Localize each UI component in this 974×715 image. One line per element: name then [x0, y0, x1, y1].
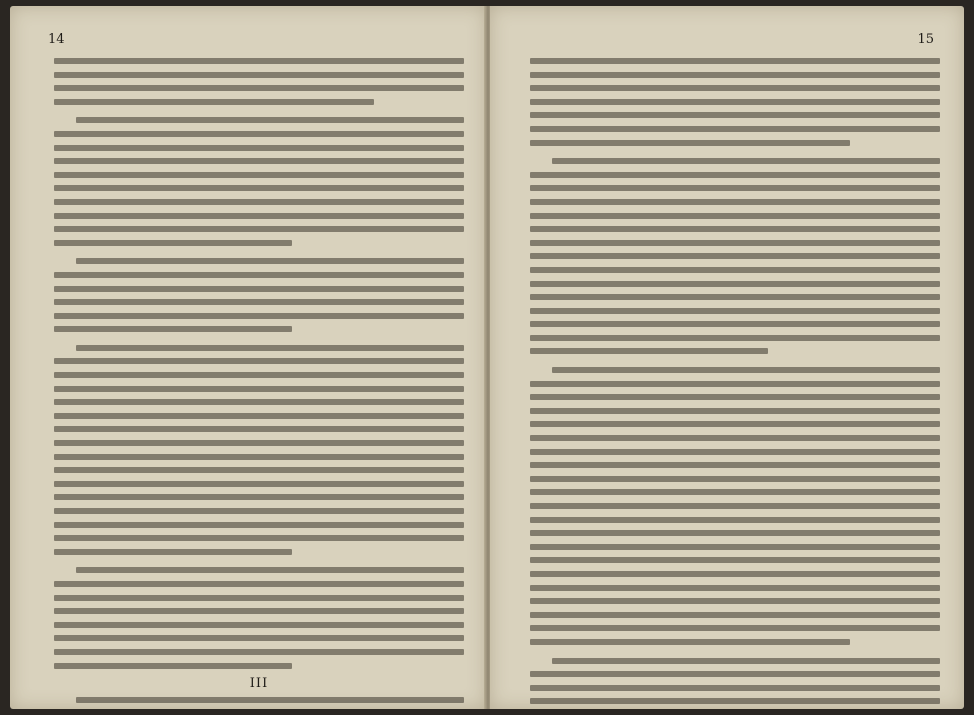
text-line: [54, 172, 464, 178]
text-line: [54, 535, 464, 541]
text-line: [530, 489, 940, 495]
text-line: [54, 635, 464, 641]
text-line: [54, 663, 292, 669]
text-line: [54, 358, 464, 364]
left-page: [10, 6, 486, 709]
text-line: [54, 622, 464, 628]
text-line: [54, 386, 464, 392]
text-line: [54, 272, 464, 278]
text-line: [54, 99, 374, 105]
text-line: [54, 85, 464, 91]
text-line: [54, 595, 464, 601]
text-line: [530, 503, 940, 509]
text-line: [530, 449, 940, 455]
left-page-text: [54, 58, 464, 709]
text-line: [530, 321, 940, 327]
text-line: [552, 658, 940, 664]
text-line: [54, 199, 464, 205]
text-line: [530, 335, 940, 341]
text-line: [530, 267, 940, 273]
text-line: [530, 685, 940, 691]
text-line: [54, 608, 464, 614]
text-line: [530, 281, 940, 287]
text-line: [54, 131, 464, 137]
text-line: [530, 598, 940, 604]
text-line: [530, 408, 940, 414]
text-line: [54, 508, 464, 514]
text-line: [54, 481, 464, 487]
text-line: [54, 185, 464, 191]
text-line: [530, 435, 940, 441]
text-line: [530, 112, 940, 118]
text-line: [54, 454, 464, 460]
text-line: [530, 671, 940, 677]
text-line: [76, 117, 464, 123]
text-line: [530, 571, 940, 577]
text-line: [54, 213, 464, 219]
text-line: [530, 348, 768, 354]
text-line: [530, 381, 940, 387]
text-line: [530, 99, 940, 105]
text-line: [530, 530, 940, 536]
text-line: [54, 549, 292, 555]
text-line: [76, 567, 464, 573]
page-number-right: 15: [917, 32, 934, 47]
text-line: [76, 345, 464, 351]
text-line: [54, 240, 292, 246]
text-line: [54, 158, 464, 164]
text-line: [54, 372, 464, 378]
text-line: [530, 185, 940, 191]
text-line: [552, 367, 940, 373]
text-line: [530, 639, 850, 645]
text-line: [530, 199, 940, 205]
text-line: [530, 294, 940, 300]
text-line: [530, 126, 940, 132]
text-line: [54, 326, 292, 332]
text-line: [530, 172, 940, 178]
text-line: [530, 544, 940, 550]
text-line: [54, 649, 464, 655]
right-page-text: [530, 58, 940, 709]
text-line: [54, 399, 464, 405]
text-line: [530, 698, 940, 704]
text-line: [54, 494, 464, 500]
text-line: [530, 394, 940, 400]
text-line: [54, 58, 464, 64]
text-line: [54, 72, 464, 78]
right-page: [490, 6, 964, 709]
text-line: [530, 85, 940, 91]
text-line: [54, 413, 464, 419]
text-line: [530, 517, 940, 523]
text-line: [530, 421, 940, 427]
text-line: [76, 258, 464, 264]
text-line: [530, 253, 940, 259]
text-line: [54, 226, 464, 232]
text-line: [530, 213, 940, 219]
text-line: [530, 625, 940, 631]
text-line: [530, 585, 940, 591]
section-heading: III: [249, 676, 269, 692]
text-line: [530, 140, 850, 146]
text-line: [76, 697, 464, 703]
page-number-left: 14: [48, 32, 65, 47]
text-line: [54, 145, 464, 151]
text-line: [54, 313, 464, 319]
text-line: [530, 557, 940, 563]
text-line: [530, 462, 940, 468]
text-line: [54, 522, 464, 528]
text-line: [530, 58, 940, 64]
text-line: [54, 286, 464, 292]
text-line: [54, 426, 464, 432]
text-line: [530, 72, 940, 78]
text-line: [54, 299, 464, 305]
text-line: [54, 581, 464, 587]
text-line: [54, 440, 464, 446]
text-line: [530, 476, 940, 482]
text-line: [54, 467, 464, 473]
text-line: [530, 308, 940, 314]
text-line: [552, 158, 940, 164]
text-line: [530, 226, 940, 232]
text-line: [530, 240, 940, 246]
text-line: [530, 612, 940, 618]
